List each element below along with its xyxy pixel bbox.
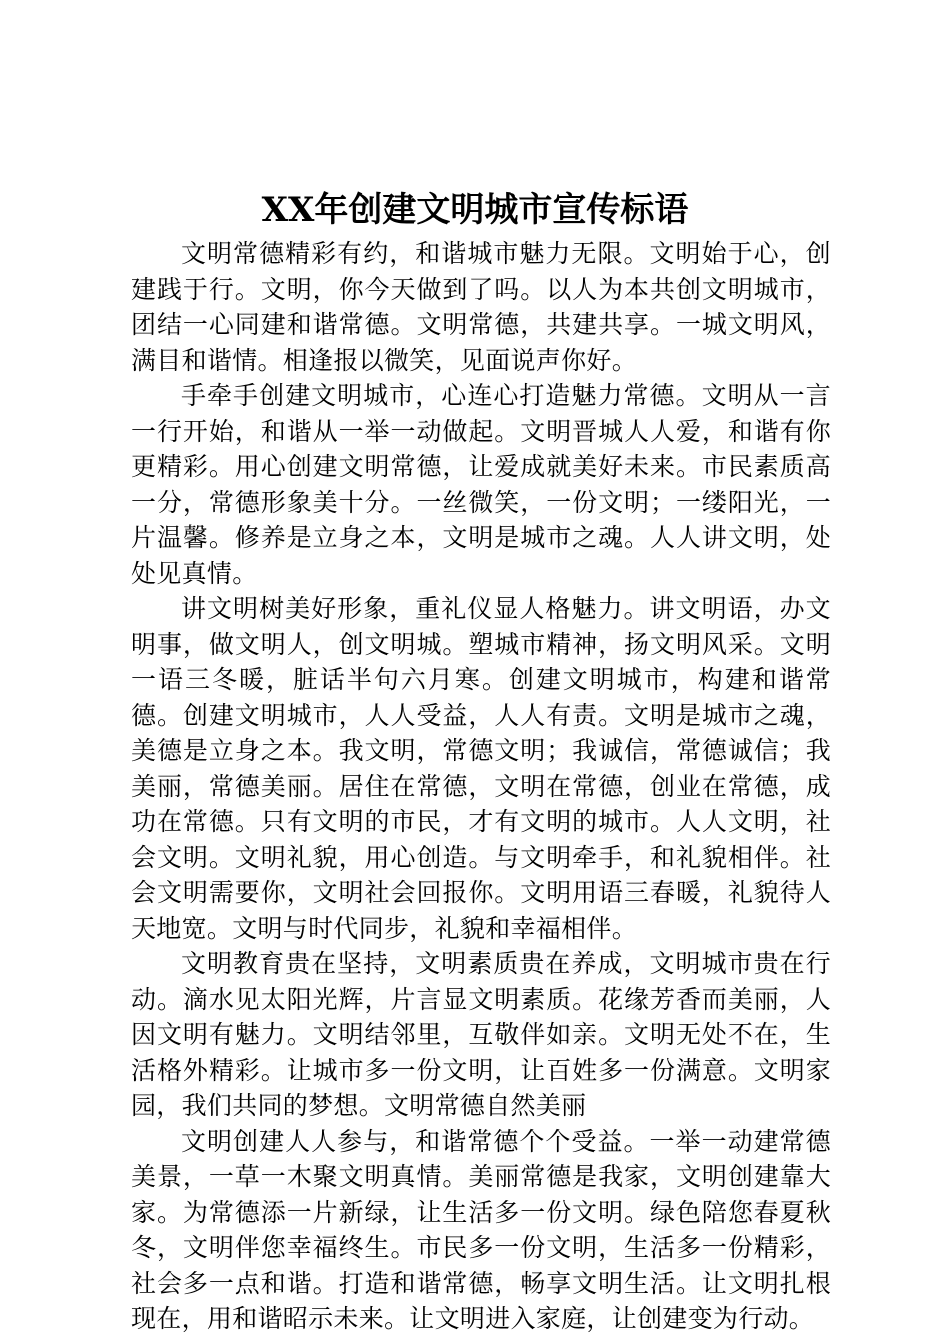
paragraph-4: 文明教育贵在坚持，文明素质贵在养成，文明城市贵在行动。滴水见太阳光辉，片言显文明素质。花缘芳香而美丽，人因文明有魅力。文明结邻里，互敬伴如亲。文明无处不在，生活格外精彩。让城市多一份文明，让百姓多一份满意。文明家园，我们共同的梦想。文明常德自然美丽: [131, 949, 831, 1120]
document-body: [131, 236, 831, 1337]
document-title: XX年创建文明城市宣传标语: [261, 190, 689, 230]
paragraph-5: 文明创建人人参与，和谐常德个个受益。一举一动建常德美景，一草一木聚文明真情。美丽常德是我家，文明创建靠大家。为常德添一片新绿，让生活多一份文明。绿色陪您春夏秋冬，文明伴您幸福终生。市民多一份文明，生活多一份精彩，社会多一点和谐。打造和谐常德，畅享文明生活。让文明扎根现在，用和谐昭示未来。让文明进入家庭，让创建变为行动。: [131, 1126, 831, 1333]
paragraph-1: 文明常德精彩有约，和谐城市魅力无限。文明始于心，创建践于行。文明，你今天做到了吗。以人为本共创文明城市，团结一心同建和谐常德。文明常德，共建共享。一城文明风，满目和谐情。相逢报以微笑，见面说声你好。: [131, 239, 831, 375]
paragraph-3: 讲文明树美好形象，重礼仪显人格魅力。讲文明语，办文明事，做文明人，创文明城。塑城市精神，扬文明风采。文明一语三冬暖，脏话半句六月寒。创建文明城市，构建和谐常德。创建文明城市，人人受益，人人有责。文明是城市之魂，美德是立身之本。我文明，常德文明；我诚信，常德诚信；我美丽，常德美丽。居住在常德，文明在常德，创业在常德，成功在常德。只有文明的市民，才有文明的城市。人人文明，社会文明。文明礼貌，用心创造。与文明牵手，和礼貌相伴。社会文明需要你，文明社会回报你。文明用语三春暖，礼貌待人天地宽。文明与时代同步，礼貌和幸福相伴。: [131, 594, 831, 943]
paragraph-2: 手牵手创建文明城市，心连心打造魅力常德。文明从一言一行开始，和谐从一举一动做起。文明晋城人人爱，和谐有你更精彩。用心创建文明常德，让爱成就美好未来。市民素质高一分，常德形象美十分。一丝微笑，一份文明；一缕阳光，一片温馨。修养是立身之本，文明是城市之魂。人人讲文明，处处见真情。: [131, 381, 831, 588]
